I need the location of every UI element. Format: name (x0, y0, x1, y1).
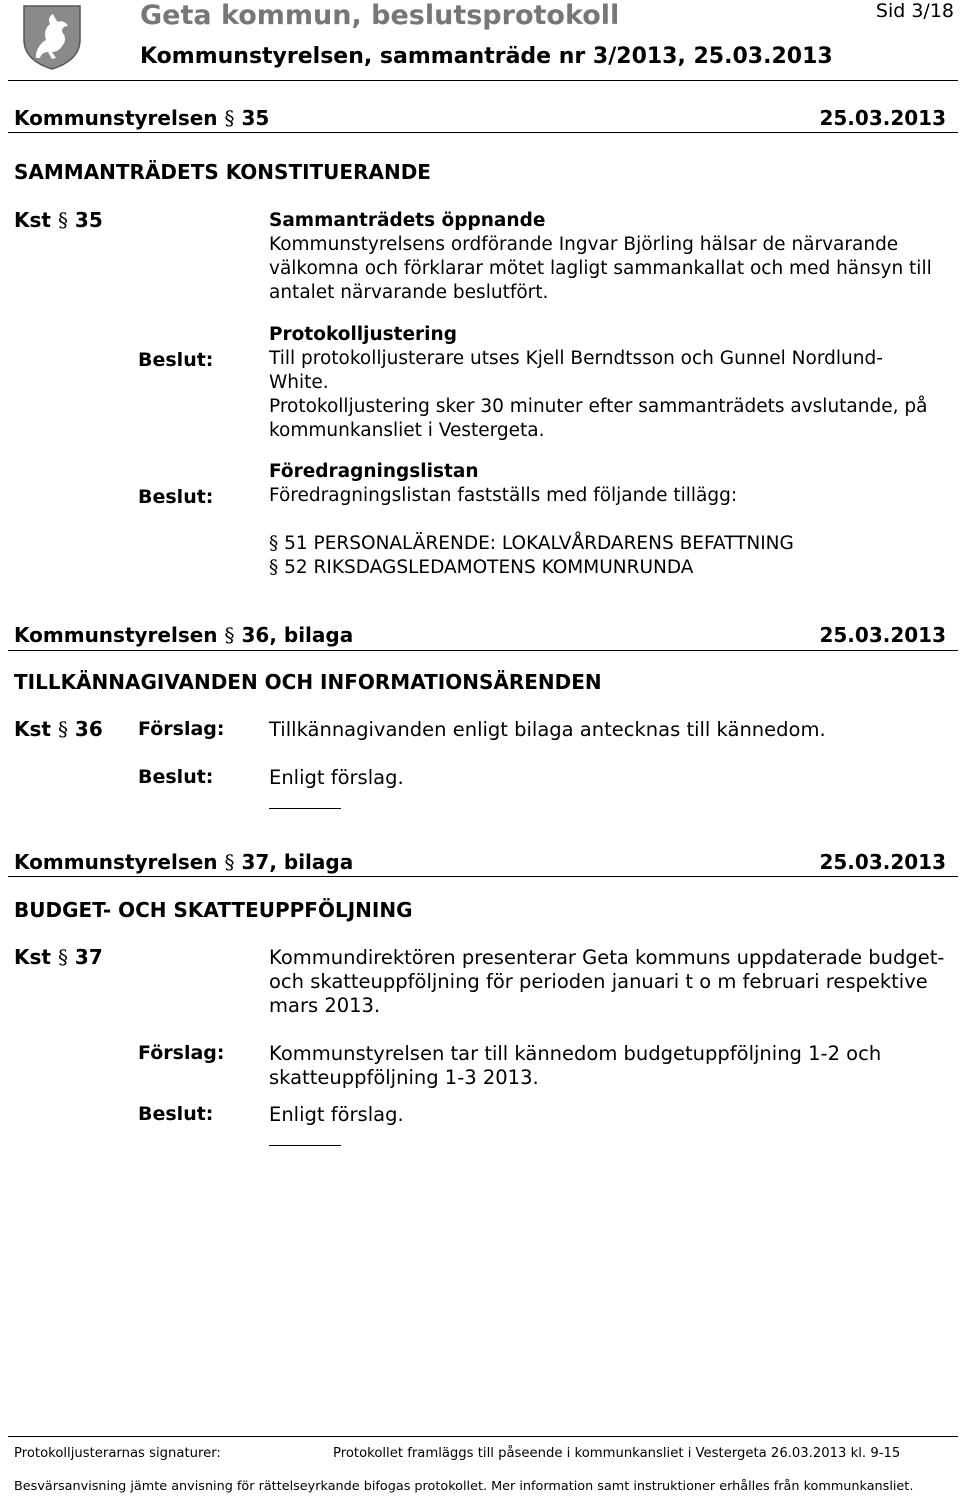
decision-label: Beslut: (138, 1103, 214, 1125)
item-heading: Föredragningslistan (269, 461, 479, 482)
paragraph-line: Föredragningslistan fastställs med följande tillägg: (269, 485, 738, 506)
paragraph-line: Kommunstyrelsens ordförande Ingvar Björling hälsar de närvarande (269, 234, 899, 255)
section-title: BUDGET- OCH SKATTEUPPFÖLJNING (14, 898, 413, 922)
section-heading-number: 36, bilaga (241, 623, 354, 647)
coat-of-arms-logo (22, 4, 82, 70)
paragraph-line: kommunkansliet i Vestergeta. (269, 420, 545, 441)
section-symbol: § (224, 106, 235, 130)
section-symbol: § (269, 557, 279, 578)
section-date: 25.03.2013 (819, 850, 946, 874)
section-heading-35 (14, 106, 269, 130)
display-notice: Protokollet framläggs till påseende i kommunkansliet i Vestergeta 26.03.2013 kl. 9-15 (333, 1446, 901, 1461)
section-heading-36 (14, 623, 353, 647)
page-number: Sid 3/18 (875, 0, 954, 22)
footer-rule (8, 1436, 958, 1437)
paragraph-line: Tillkännagivanden enligt bilaga antecknas till kännedom. (269, 718, 826, 741)
proposal-label: Förslag: (138, 1042, 225, 1064)
kst-reference (14, 945, 103, 969)
section-heading-number: 37, bilaga (241, 850, 354, 874)
decision-label: Beslut: (138, 486, 214, 508)
section-title: TILLKÄNNAGIVANDEN OCH INFORMATIONSÄRENDEN (14, 670, 602, 694)
document-title: Geta kommun, beslutsprotokoll (140, 0, 620, 31)
decision-text: Enligt förslag. (269, 766, 404, 789)
paragraph-line: White. (269, 372, 329, 393)
end-rule (269, 1145, 341, 1146)
section-date: 25.03.2013 (819, 623, 946, 647)
paragraph-line: Protokolljustering sker 30 minuter efter sammanträdets avslutande, på (269, 396, 928, 417)
kst-reference (14, 717, 103, 741)
header-rule (8, 80, 958, 81)
paragraph-line: Kommundirektören presenterar Geta kommuns uppdaterade budget- (269, 946, 945, 969)
kst-label: Kst (14, 208, 51, 232)
section-symbol: § (57, 945, 68, 969)
addition-item (269, 556, 693, 580)
section-rule (8, 876, 958, 877)
section-heading-label: Kommunstyrelsen (14, 106, 218, 130)
kst-label: Kst (14, 717, 51, 741)
item-heading: Protokolljustering (269, 324, 457, 345)
kst-number: 36 (74, 717, 103, 741)
paragraph-line: välkomna och förklarar mötet lagligt sammankallat och med hänsyn till (269, 258, 932, 279)
section-date: 25.03.2013 (819, 106, 946, 130)
addition-text: 52 RIKSDAGSLEDAMOTENS KOMMUNRUNDA (284, 557, 694, 578)
appeal-notice: Besvärsanvisning jämte anvisning för rättelseyrkande bifogas protokollet. Mer information samt instruktioner erhålles från kommunkansliet. (14, 1479, 914, 1494)
section-symbol: § (224, 850, 235, 874)
kst-number: 37 (74, 945, 103, 969)
decision-text: Enligt förslag. (269, 1103, 404, 1126)
paragraph-line: mars 2013. (269, 994, 381, 1017)
section-symbol: § (269, 533, 279, 554)
addition-text: 51 PERSONALÄRENDE: LOKALVÅRDARENS BEFATTNING (284, 533, 794, 554)
section-title: SAMMANTRÄDETS KONSTITUERANDE (14, 160, 431, 184)
paragraph-line: Till protokolljusterare utses Kjell Berndtsson och Gunnel Nordlund- (269, 348, 883, 369)
paragraph-line: och skatteuppföljning för perioden januari t o m februari respektive (269, 970, 928, 993)
section-symbol: § (224, 623, 235, 647)
paragraph-line: skatteuppföljning 1-3 2013. (269, 1066, 539, 1089)
section-heading-37 (14, 850, 353, 874)
decision-label: Beslut: (138, 349, 214, 371)
section-heading-label: Kommunstyrelsen (14, 623, 218, 647)
addition-item (269, 532, 794, 556)
section-symbol: § (57, 717, 68, 741)
paragraph-line: Kommunstyrelsen tar till kännedom budgetuppföljning 1-2 och (269, 1042, 882, 1065)
section-rule (8, 132, 958, 133)
section-heading-label: Kommunstyrelsen (14, 850, 218, 874)
item-heading: Sammanträdets öppnande (269, 210, 546, 231)
section-rule (8, 650, 958, 651)
proposal-label: Förslag: (138, 718, 225, 740)
kst-label: Kst (14, 945, 51, 969)
kst-number: 35 (74, 208, 103, 232)
kst-reference (14, 208, 103, 232)
paragraph-line: antalet närvarande beslutfört. (269, 282, 549, 303)
decision-label: Beslut: (138, 766, 214, 788)
end-rule (269, 808, 341, 809)
signatures-label: Protokolljusterarnas signaturer: (14, 1446, 221, 1461)
section-heading-number: 35 (241, 106, 270, 130)
meeting-subtitle: Kommunstyrelsen, sammanträde nr 3/2013, 25.03.2013 (140, 44, 833, 69)
section-symbol: § (57, 208, 68, 232)
